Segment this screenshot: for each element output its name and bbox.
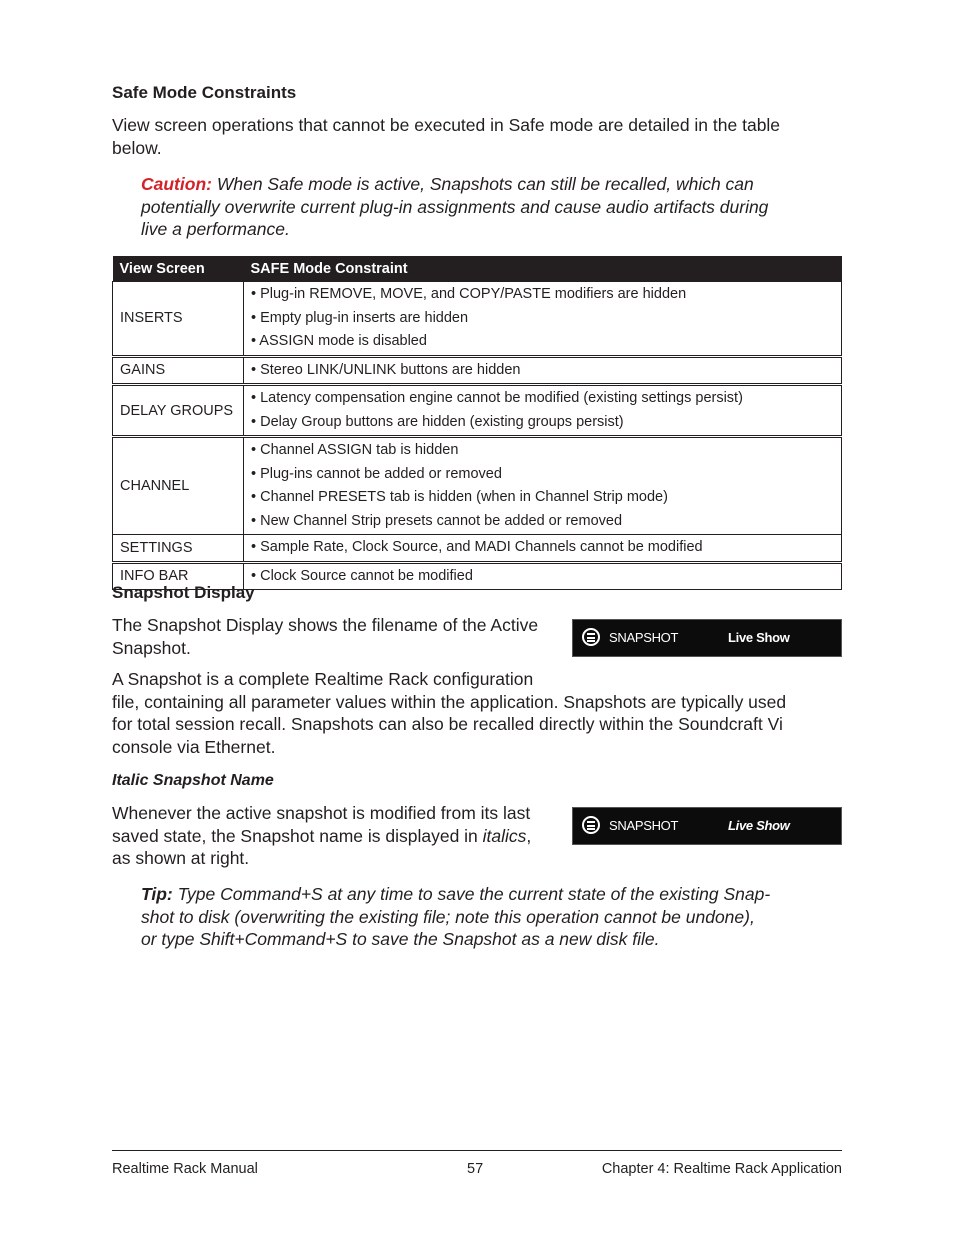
rule-item: • Sample Rate, Clock Source, and MADI Channels cannot be modified [251, 539, 703, 555]
paragraph-line [112, 825, 531, 848]
section-heading-snapshot-display: Snapshot Display [112, 583, 255, 602]
rule-item: • ASSIGN mode is disabled [251, 333, 427, 349]
row-screen-name: INFO BAR [113, 562, 244, 590]
tip-text: Type Command+S at any time to save the current state of the existing Snap- [172, 884, 771, 904]
paragraph-line: console via Ethernet. [112, 736, 276, 757]
rule-item: • Stereo LINK/UNLINK buttons are hidden [251, 361, 521, 378]
table-row [113, 385, 842, 437]
intro-line: View screen operations that cannot be executed in Safe mode are detailed in the table [112, 115, 781, 135]
row-screen-name: SETTINGS [113, 535, 244, 563]
section-heading-safe-mode: Safe Mode Constraints [112, 83, 297, 102]
intro-line: below. [112, 137, 162, 158]
row-rules [244, 562, 842, 590]
snapshot-display-widget-modified [572, 807, 842, 845]
snapshot-name: Live Show [728, 630, 790, 645]
caution-text: When Safe mode is active, Snapshots can still be recalled, which can [211, 174, 754, 194]
rule-item: • Channel PRESETS tab is hidden (when in Channel Strip mode) [251, 489, 668, 505]
footer-divider [112, 1150, 842, 1151]
snapshot-name-italic: Live Show [728, 818, 790, 833]
paragraph-line: as shown at right. [112, 848, 250, 868]
row-screen-name: INSERTS [113, 282, 244, 357]
footer-chapter-title: Chapter 4: Realtime Rack Application [601, 1161, 842, 1177]
table-row [113, 282, 842, 357]
row-rules [244, 385, 842, 437]
paragraph-line: Whenever the active snapshot is modified from its last [112, 803, 531, 823]
intro-paragraph [112, 114, 780, 159]
snapshot-label: SNAPSHOT [609, 818, 679, 833]
tip-label: Tip: [141, 884, 173, 904]
menu-circle-icon [582, 816, 600, 834]
rule-item: • Delay Group buttons are hidden (existing groups persist) [251, 413, 624, 430]
caution-text: potentially overwrite current plug-in assignments and cause audio artifacts during [141, 196, 769, 217]
snapshot-description-paragraph [112, 668, 786, 758]
rule-item: • Channel ASSIGN tab is hidden [251, 442, 459, 458]
section-heading-italic-snapshot-name: Italic Snapshot Name [112, 772, 274, 789]
text-segment: saved state, the Snapshot name is displayed in [112, 825, 483, 846]
paragraph-line: file, containing all parameter values within the application. Snapshots are typically used [112, 691, 787, 712]
paragraph-line: The Snapshot Display shows the filename of the Active [112, 615, 539, 635]
table-row [113, 437, 842, 535]
caution-note [141, 173, 768, 241]
table-row [113, 535, 842, 563]
row-rules [244, 437, 842, 535]
paragraph-line: Snapshot. [112, 637, 191, 658]
italic-word: italics [482, 825, 527, 846]
footer-manual-title: Realtime Rack Manual [112, 1161, 258, 1177]
row-screen-name: CHANNEL [113, 437, 244, 535]
snapshot-display-paragraph [112, 614, 538, 659]
table-row [113, 356, 842, 385]
safe-mode-constraints-table [112, 256, 842, 590]
snapshot-label: SNAPSHOT [609, 630, 679, 645]
caution-text: live a performance. [141, 219, 290, 239]
rule-item: • Latency compensation engine cannot be modified (existing settings persist) [251, 390, 743, 406]
row-screen-name: GAINS [113, 356, 244, 385]
row-rules [244, 356, 842, 385]
snapshot-display-widget [572, 619, 842, 657]
rule-item: • Empty plug-in inserts are hidden [251, 309, 469, 326]
table-header-row [113, 256, 842, 282]
header-view-screen: View Screen [113, 256, 244, 282]
menu-circle-icon [582, 628, 600, 646]
paragraph-line: A Snapshot is a complete Realtime Rack configuration [112, 669, 534, 689]
rule-item: • Plug-in REMOVE, MOVE, and COPY/PASTE modifiers are hidden [251, 286, 687, 302]
text-segment: , [526, 825, 532, 846]
tip-note [141, 883, 770, 951]
rule-item: • New Channel Strip presets cannot be added or removed [251, 512, 623, 529]
tip-text: shot to disk (overwriting the existing file; note this operation cannot be undone), [141, 906, 755, 927]
row-rules [244, 282, 842, 357]
rule-item: • Clock Source cannot be modified [251, 567, 473, 584]
caution-label: Caution: [141, 174, 212, 194]
header-safe-mode-constraint: SAFE Mode Constraint [244, 256, 842, 282]
row-screen-name: DELAY GROUPS [113, 385, 244, 437]
row-rules [244, 535, 842, 563]
italic-snapshot-paragraph [112, 802, 531, 870]
tip-text: or type Shift+Command+S to save the Snapshot as a new disk file. [141, 929, 660, 949]
paragraph-line: for total session recall. Snapshots can also be recalled directly within the Soundcraft Vi [112, 714, 783, 734]
footer-page-number: 57 [467, 1161, 484, 1177]
rule-item: • Plug-ins cannot be added or removed [251, 465, 502, 482]
